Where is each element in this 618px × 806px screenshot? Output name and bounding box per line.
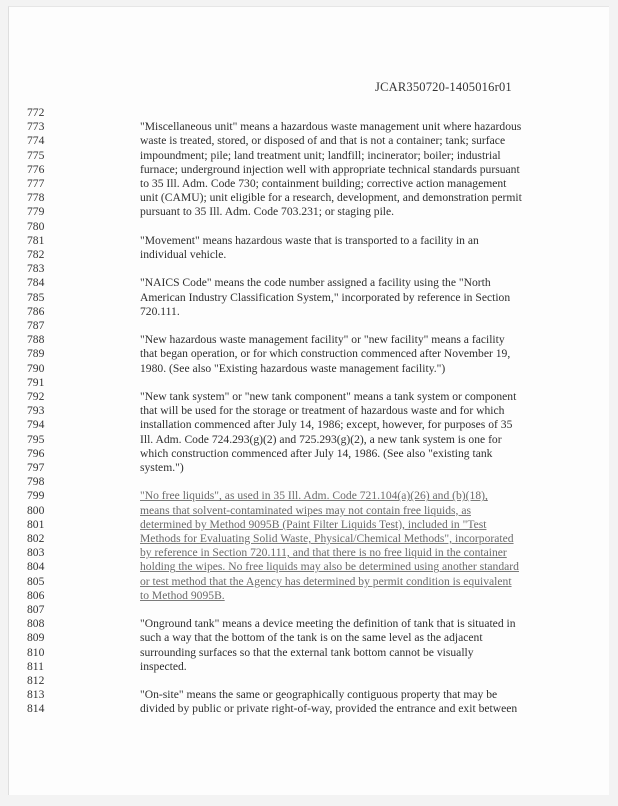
line-text: impoundment; pile; land treatment unit; landfill; incinerator; boiler; industrial (140, 148, 501, 162)
document-line (9, 631, 609, 645)
document-line (9, 702, 609, 716)
document-page (8, 6, 609, 795)
document-line (9, 205, 609, 219)
document-line (9, 390, 609, 404)
line-text: 1980. (See also "Existing hazardous waste management facility.") (140, 361, 446, 375)
document-line (9, 262, 609, 276)
line-number: 773 (27, 120, 45, 134)
line-number: 813 (27, 688, 45, 702)
document-line (9, 646, 609, 660)
inserted-text: or test method that the Agency has determined by permit condition is equivalent (140, 574, 512, 588)
line-number: 777 (27, 177, 45, 190)
line-text: inspected. (140, 659, 187, 673)
line-number: 789 (27, 347, 45, 361)
document-line (9, 106, 609, 120)
line-text: individual vehicle. (140, 248, 227, 261)
line-text: 720.111. (140, 304, 180, 318)
line-text: "On-site" means the same or geographically contiguous property that may be (140, 688, 498, 702)
line-number: 814 (27, 702, 45, 716)
line-text: which construction commenced after July 14, 1986. (See also "existing tank (140, 446, 493, 460)
line-text: that will be used for the storage or treatment of hazardous waste and for which (140, 404, 505, 418)
line-number: 795 (27, 432, 45, 446)
line-text: such a way that the bottom of the tank is on the same level as the adjacent (140, 631, 483, 645)
line-number: 796 (27, 446, 45, 460)
line-text: unit (CAMU); unit eligible for a research, development, and demonstration permit (140, 191, 522, 205)
document-line (9, 333, 609, 347)
document-line (9, 560, 609, 574)
line-text: waste is treated, stored, or disposed of and that is not a container; tank; surface (140, 134, 506, 148)
line-text: Ill. Adm. Code 724.293(g)(2) and 725.293(g)(2), a new tank system is one for (140, 432, 502, 446)
line-number: 776 (27, 162, 45, 176)
line-number: 797 (27, 461, 45, 474)
document-line (9, 433, 609, 447)
line-number: 792 (27, 390, 45, 403)
document-line (9, 120, 609, 134)
line-text: "Miscellaneous unit" means a hazardous waste management unit where hazardous (140, 120, 522, 134)
line-number: 790 (27, 361, 45, 375)
line-number: 801 (27, 517, 45, 531)
line-number: 798 (27, 475, 45, 489)
document-line (9, 163, 609, 177)
line-number: 802 (27, 532, 45, 545)
line-number: 793 (27, 404, 45, 418)
inserted-text: "No free liquids", as used in 35 Ill. Adm. Code 721.104(a)(26) and (b)(18), (140, 489, 488, 503)
document-line (9, 276, 609, 290)
document-line (9, 149, 609, 163)
line-text: "Onground tank" means a device meeting the definition of tank that is situated in (140, 617, 516, 631)
document-line (9, 660, 609, 674)
line-number: 806 (27, 588, 45, 602)
document-line (9, 603, 609, 617)
document-line (9, 319, 609, 333)
document-line (9, 475, 609, 489)
inserted-text: determined by Method 9095B (Paint Filter Liquids Test), included in "Test (140, 517, 487, 531)
line-number: 803 (27, 546, 45, 560)
line-number: 794 (27, 418, 45, 432)
inserted-text: to Method 9095B. (140, 588, 225, 602)
document-line (9, 447, 609, 461)
inserted-text: means that solvent-contaminated wipes may not contain free liquids, as (140, 503, 471, 517)
line-number: 787 (27, 319, 45, 332)
document-line (9, 404, 609, 418)
document-line (9, 291, 609, 305)
document-line (9, 234, 609, 248)
line-text: to 35 Ill. Adm. Code 730; containment building; corrective action management (140, 177, 507, 190)
line-number: 791 (27, 375, 45, 389)
document-line (9, 674, 609, 688)
line-text: installation commenced after July 14, 1986; except, however, for purposes of 35 (140, 418, 513, 432)
line-number: 780 (27, 219, 45, 233)
line-text: "New tank system" or "new tank component" means a tank system or component (140, 390, 517, 403)
line-number: 788 (27, 333, 45, 347)
inserted-text: holding the wipes. No free liquids may also be determined using another standard (140, 560, 519, 574)
line-number: 784 (27, 276, 45, 290)
document-line (9, 134, 609, 148)
line-text: pursuant to 35 Ill. Adm. Code 703.231; or staging pile. (140, 205, 395, 219)
document-line (9, 518, 609, 532)
line-number: 808 (27, 617, 45, 631)
document-line (9, 191, 609, 205)
document-id: JCAR350720-1405016r01 (375, 80, 512, 94)
line-text: "Movement" means hazardous waste that is transported to a facility in an (140, 233, 479, 247)
line-number: 809 (27, 631, 45, 645)
inserted-text: Methods for Evaluating Solid Waste, Physical/Chemical Methods", incorporated (140, 532, 514, 545)
document-line (9, 504, 609, 518)
line-number: 774 (27, 134, 45, 148)
document-line (9, 575, 609, 589)
line-number: 800 (27, 503, 45, 517)
line-number: 799 (27, 489, 45, 503)
document-line (9, 376, 609, 390)
line-number: 775 (27, 148, 45, 162)
line-number: 811 (27, 659, 44, 673)
line-number: 781 (27, 233, 45, 247)
line-number: 772 (27, 106, 45, 119)
inserted-text: by reference in Section 720.111, and that there is no free liquid in the container (140, 546, 507, 560)
line-number: 779 (27, 205, 45, 219)
document-line (9, 220, 609, 234)
line-number: 782 (27, 248, 45, 261)
line-number: 785 (27, 290, 45, 304)
line-number: 810 (27, 645, 45, 659)
document-line (9, 688, 609, 702)
line-number: 804 (27, 560, 45, 574)
document-line (9, 248, 609, 262)
line-text: furnace; underground injection well with appropriate technical standards pursuant (140, 162, 520, 176)
line-text: divided by public or private right-of-way, provided the entrance and exit between (140, 702, 518, 716)
line-text: "NAICS Code" means the code number assigned a facility using the "North (140, 276, 491, 290)
document-line (9, 589, 609, 603)
document-line (9, 177, 609, 191)
line-number: 786 (27, 304, 45, 318)
document-line (9, 347, 609, 361)
document-line (9, 546, 609, 560)
line-text: American Industry Classification System," incorporated by reference in Section (140, 290, 511, 304)
line-number: 812 (27, 674, 45, 687)
line-number: 805 (27, 574, 45, 588)
line-text: system.") (140, 461, 184, 474)
line-text: that began operation, or for which construction commenced after November 19, (140, 347, 511, 361)
document-line (9, 532, 609, 546)
line-number: 783 (27, 262, 45, 276)
line-text: "New hazardous waste management facility" or "new facility" means a facility (140, 333, 505, 347)
document-line (9, 489, 609, 503)
line-text: surrounding surfaces so that the external tank bottom cannot be visually (140, 645, 474, 659)
line-number: 807 (27, 603, 45, 616)
document-line (9, 418, 609, 432)
document-line (9, 617, 609, 631)
line-number: 778 (27, 191, 45, 205)
document-line (9, 362, 609, 376)
document-line (9, 305, 609, 319)
document-line (9, 461, 609, 475)
